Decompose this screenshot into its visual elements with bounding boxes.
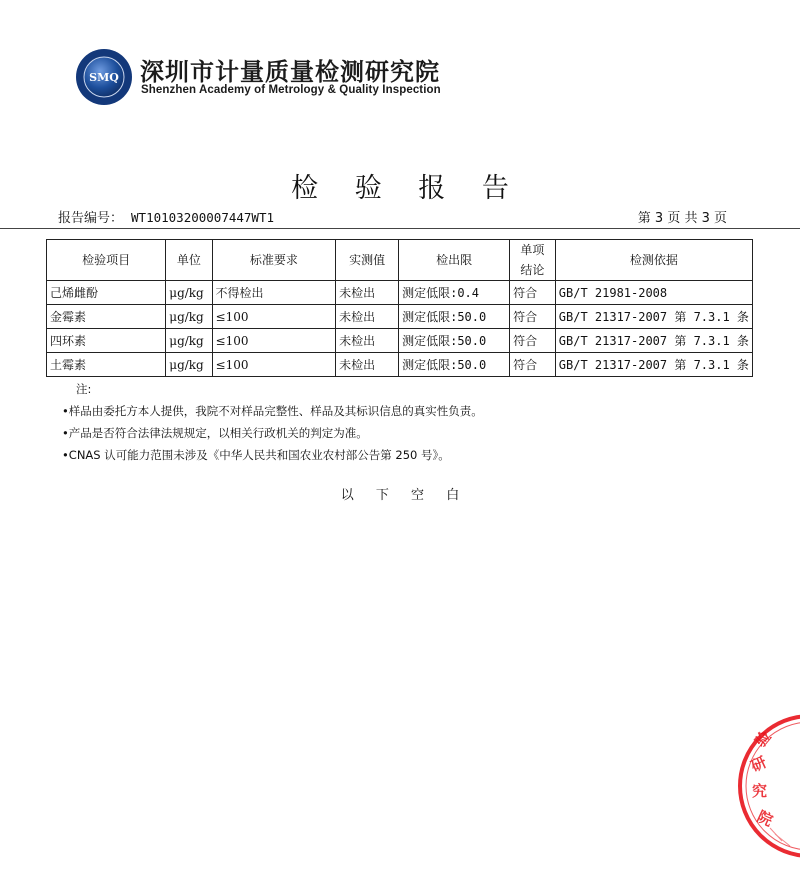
cell-measured: 未检出 [336,281,399,305]
cell-item: 土霉素 [47,353,166,377]
table-row [47,305,753,329]
table-row [47,329,753,353]
col-header-unit: 单位 [166,240,212,281]
report-title: 检 验 报 告 [291,173,523,204]
cell-requirement: ≤100 [212,305,336,329]
svg-text:究: 究 [752,782,768,800]
official-seal-stamp [730,706,800,866]
cell-unit: μg/kg [166,329,212,353]
svg-text:院: 院 [754,807,776,830]
cell-item: 四环素 [47,329,166,353]
report-number-row [58,207,274,226]
blank-end-marker: 以 下 空 白 [340,488,469,503]
conclusion-header-text: 单项结论 [520,243,545,277]
svg-text:研: 研 [748,752,770,776]
svg-text:验: 验 [751,727,775,751]
org-name-cn: 深圳市计量质量检测研究院 [140,58,440,86]
cell-detection-limit: 测定低限:50.0 [399,329,510,353]
col-header-requirement: 标准要求 [212,240,336,281]
cell-detection-limit: 测定低限:50.0 [399,305,510,329]
col-header-detection-limit: 检出限 [399,240,510,281]
note-item: •CNAS 认可能力范围未涉及《中华人民共和国农业农村部公告第 250 号》。 [62,448,450,462]
cell-requirement: 不得检出 [212,281,336,305]
logo-badge-text: SMQ [89,71,119,84]
cell-requirement: ≤100 [212,329,336,353]
report-number-label: 报告编号： [58,211,124,226]
results-table [46,239,753,377]
cell-conclusion: 符合 [510,305,556,329]
cell-requirement: ≤100 [212,353,336,377]
table-header-row [47,240,753,281]
cell-method: GB/T 21317-2007 第 7.3.1 条 [555,305,752,329]
cell-measured: 未检出 [336,329,399,353]
cell-conclusion: 符合 [510,329,556,353]
cell-unit: μg/kg [166,305,212,329]
cell-item: 己烯雌酚 [47,281,166,305]
note-item: •产品是否符合法律法规规定，以相关行政机关的判定为准。 [62,426,368,440]
col-header-conclusion [510,240,556,281]
cell-method: GB/T 21317-2007 第 7.3.1 条 [555,329,752,353]
cell-unit: μg/kg [166,281,212,305]
cell-method: GB/T 21317-2007 第 7.3.1 条 [555,353,752,377]
cell-detection-limit: 测定低限:50.0 [399,353,510,377]
cell-detection-limit: 测定低限:0.4 [399,281,510,305]
cell-unit: μg/kg [166,353,212,377]
cell-method: GB/T 21981-2008 [555,281,752,305]
col-header-method: 检测依据 [555,240,752,281]
table-row [47,353,753,377]
org-logo-badge [75,48,133,106]
cell-measured: 未检出 [336,305,399,329]
cell-item: 金霉素 [47,305,166,329]
col-header-measured: 实测值 [336,240,399,281]
cell-conclusion: 符合 [510,281,556,305]
notes-heading: 注: [76,382,92,396]
col-header-item: 检验项目 [47,240,166,281]
page-indicator: 第 3 页 共 3 页 [637,211,727,226]
note-item: •样品由委托方本人提供，我院不对样品完整性、样品及其标识信息的真实性负责。 [62,404,483,418]
table-row [47,281,753,305]
report-number-value: WT10103200007447WT1 [131,210,275,225]
cell-conclusion: 符合 [510,353,556,377]
notes-section [62,378,483,466]
header-divider [0,228,800,229]
org-name-en: Shenzhen Academy of Metrology & Quality Inspection [141,84,441,96]
cell-measured: 未检出 [336,353,399,377]
